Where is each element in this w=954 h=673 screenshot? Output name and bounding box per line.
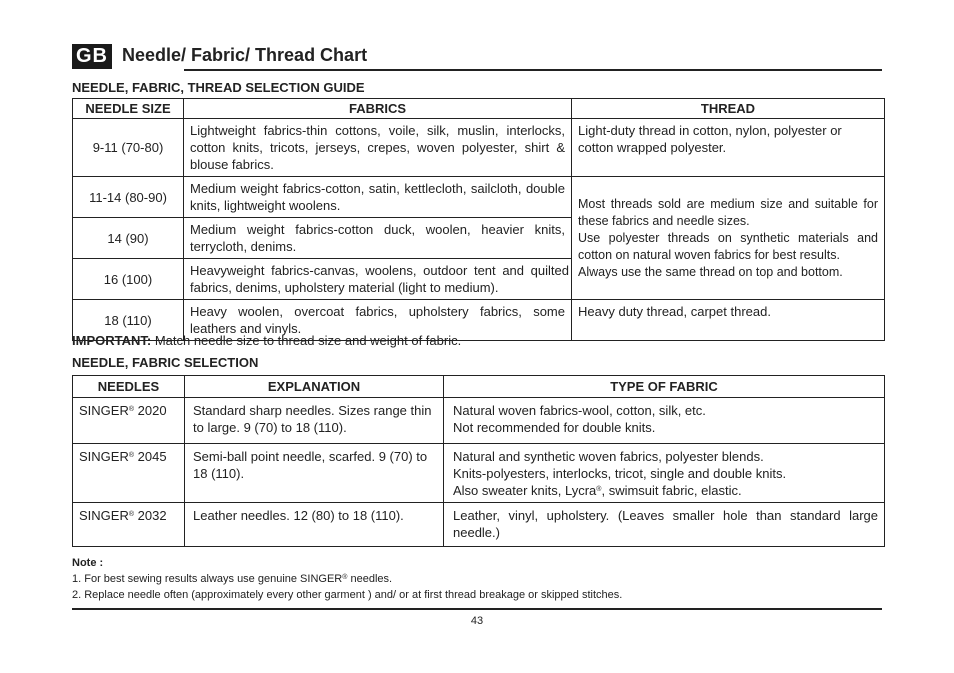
selection-header-row — [73, 376, 885, 398]
registered-mark: ® — [342, 574, 348, 581]
header-rule — [184, 69, 882, 71]
fabric-line — [453, 482, 878, 499]
note-1 — [72, 572, 392, 586]
important-note — [72, 333, 461, 349]
fabrics-cell: Medium weight fabrics-cotton, satin, kettlecloth, sailcloth, double knits, lightweight woolens. — [184, 177, 572, 218]
thread-cell: Heavy duty thread, carpet thread. — [572, 300, 885, 341]
thread-note: Most threads sold are medium size and suitable for these fabrics and needle sizes. — [578, 196, 878, 228]
needle-size-cell: 18 (110) — [73, 300, 184, 341]
model-number: 2032 — [134, 508, 167, 523]
fabrics-cell: Medium weight fabrics-cotton duck, woolen, heavier knits, terrycloth, denims. — [184, 218, 572, 259]
fabric-line: Leather, vinyl, upholstery. (Leaves smaller hole than standard large needle.) — [453, 508, 878, 540]
fabric-line: Not recommended for double knits. — [453, 420, 656, 435]
fabric-type-cell — [444, 398, 885, 444]
model-number: 2020 — [134, 403, 167, 418]
thread-cell: Light-duty thread in cotton, nylon, polyester or cotton wrapped polyester. — [572, 119, 885, 177]
note-2: 2. Replace needle often (approximately every other garment ) and/ or at first thread breakage or skipped stitches. — [72, 589, 623, 601]
table-row — [73, 444, 885, 503]
shared-thread-cell — [572, 177, 885, 300]
explanation-cell: Semi-ball point needle, scarfed. 9 (70) to 18 (110). — [185, 444, 444, 503]
guide-title: NEEDLE, FABRIC, THREAD SELECTION GUIDE — [72, 80, 365, 95]
brand-name: SINGER — [79, 508, 129, 523]
fabrics-cell: Lightweight fabrics-thin cottons, voile, silk, muslin, interlocks, cotton knits, tricots, jerseys, crepes, woven polyester, shirt & blouse fabrics. — [184, 119, 572, 177]
needle-size-cell: 11-14 (80-90) — [73, 177, 184, 218]
thread-note: Always use the same thread on top and bottom. — [578, 264, 843, 279]
note-text: 1. For best sewing results always use genuine SINGER — [72, 573, 343, 585]
language-badge: GB — [72, 44, 112, 69]
needle-model-cell — [73, 444, 185, 503]
registered-mark: ® — [128, 452, 135, 459]
guide-table — [72, 98, 885, 341]
fabric-type-cell — [444, 503, 885, 547]
brand-name: SINGER — [79, 403, 129, 418]
notes-title: Note : — [72, 557, 104, 569]
registered-mark: ® — [128, 406, 135, 413]
table-row — [73, 398, 885, 444]
fabric-line: Knits-polyesters, interlocks, tricot, single and double knits. — [453, 466, 787, 481]
needle-size-cell: 9-11 (70-80) — [73, 119, 184, 177]
table-row — [73, 177, 885, 218]
needle-model-cell — [73, 398, 185, 444]
important-label: IMPORTANT: — [72, 333, 152, 348]
fabric-type-cell — [444, 444, 885, 503]
table-row — [73, 503, 885, 547]
fabric-text: Also sweater knits, Lycra — [453, 483, 597, 498]
explanation-cell: Standard sharp needles. Sizes range thin to large. 9 (70) to 18 (110). — [185, 398, 444, 444]
page-number: 43 — [470, 615, 484, 627]
model-number: 2045 — [134, 449, 167, 464]
fabric-line: Natural woven fabrics-wool, cotton, silk, etc. — [453, 403, 706, 418]
fabrics-cell: Heavy woolen, overcoat fabrics, upholstery fabrics, some leathers and vinyls. — [184, 300, 572, 341]
selection-table — [72, 375, 885, 547]
column-header: NEEDLE SIZE — [73, 99, 184, 119]
needle-size-cell: 16 (100) — [73, 259, 184, 300]
fabric-text: , swimsuit fabric, elastic. — [601, 483, 742, 498]
table-row — [73, 119, 885, 177]
needle-model-cell — [73, 503, 185, 547]
guide-header-row — [73, 99, 885, 119]
note-text: needles. — [347, 573, 393, 585]
fabric-line: Natural and synthetic woven fabrics, polyester blends. — [453, 449, 764, 464]
column-header: FABRICS — [184, 99, 572, 119]
important-text: Match needle size to thread size and weight of fabric. — [151, 333, 462, 348]
brand-name: SINGER — [79, 449, 129, 464]
column-header: EXPLANATION — [185, 376, 444, 398]
registered-mark: ® — [128, 511, 135, 518]
footer-rule — [72, 608, 882, 610]
needle-size-cell: 14 (90) — [73, 218, 184, 259]
column-header: THREAD — [572, 99, 885, 119]
fabrics-cell: Heavyweight fabrics-canvas, woolens, outdoor tent and quilted fabrics, denims, upholstery material (light to medium). — [184, 259, 572, 300]
page-header — [72, 43, 882, 70]
column-header: NEEDLES — [73, 376, 185, 398]
column-header: TYPE OF FABRIC — [444, 376, 885, 398]
registered-mark: ® — [596, 486, 602, 493]
thread-note: Use polyester threads on synthetic materials and cotton on natural woven fabrics for best results. — [578, 230, 878, 262]
page-title: Needle/ Fabric/ Thread Chart — [122, 45, 368, 65]
explanation-cell: Leather needles. 12 (80) to 18 (110). — [185, 503, 444, 547]
selection-title: NEEDLE, FABRIC SELECTION — [72, 355, 259, 370]
